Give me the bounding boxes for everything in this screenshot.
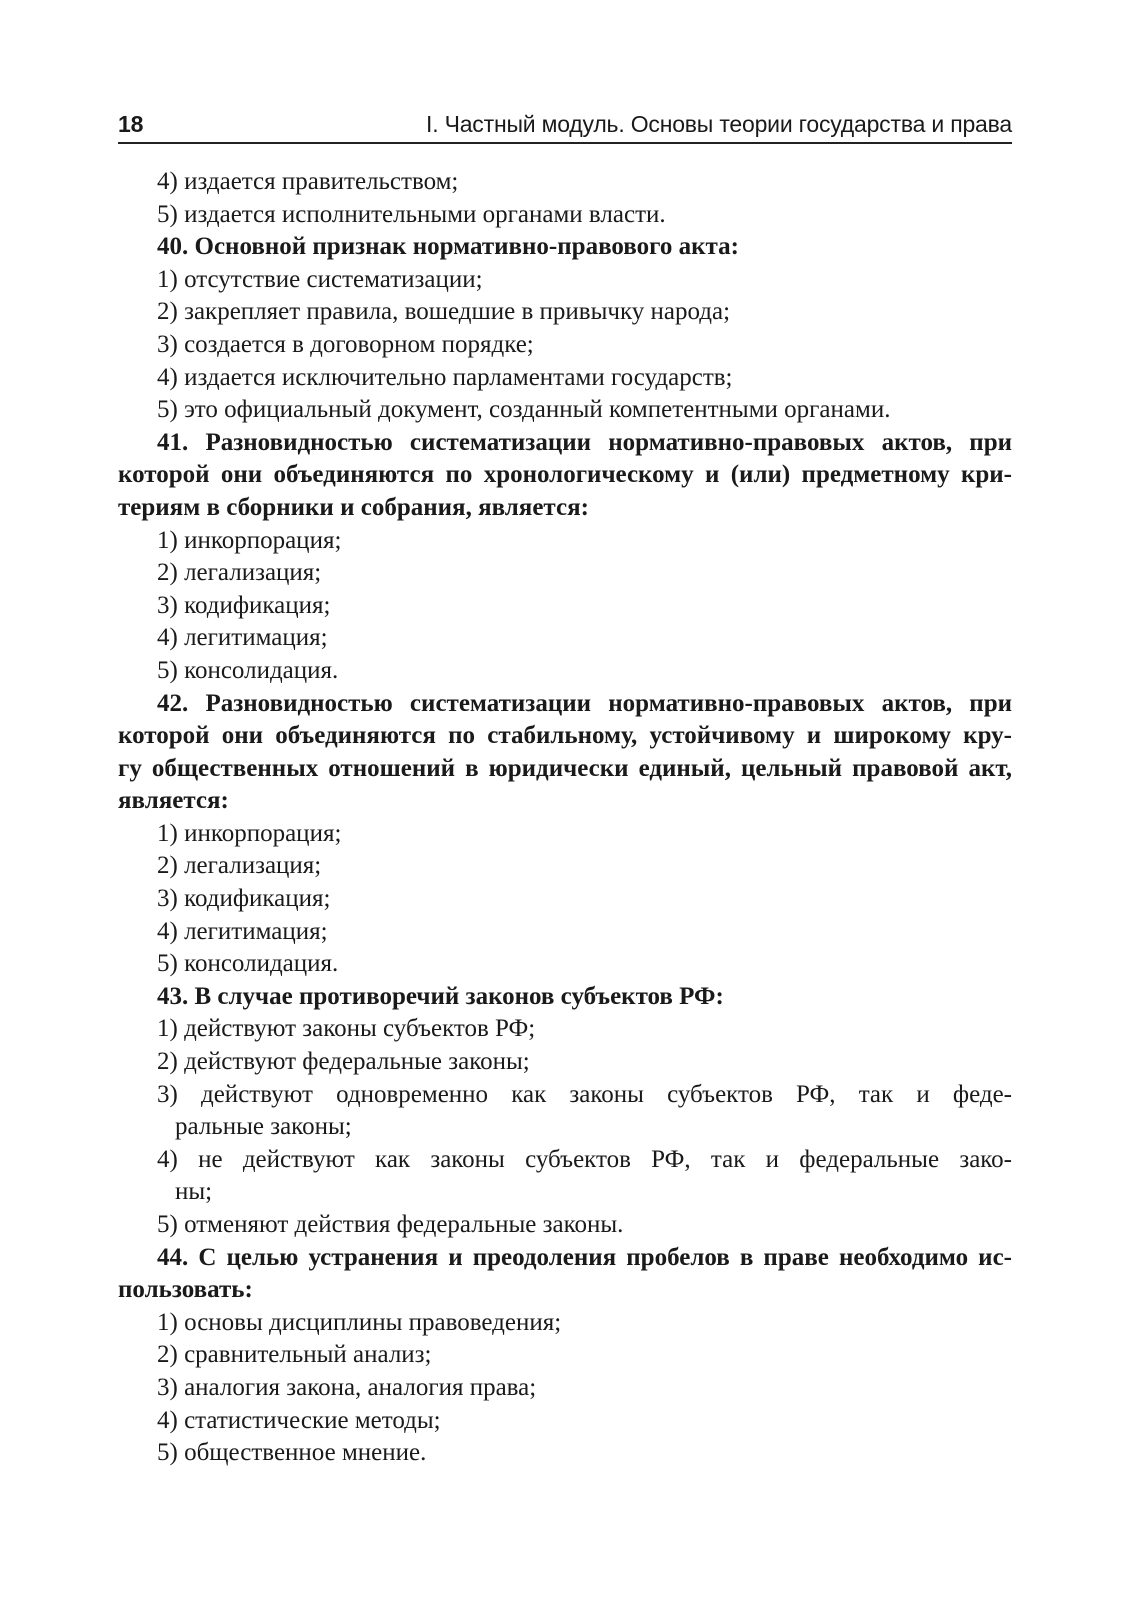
answer-option: 5) консолидация. bbox=[157, 656, 339, 684]
answer-option: 2) закрепляет правила, вошедшие в привычку народа; bbox=[157, 298, 731, 326]
answer-option: 1) действуют законы субъектов РФ; bbox=[157, 1015, 536, 1043]
answer-option: 1) отсутствие систематизации; bbox=[157, 265, 483, 293]
question-40: 40. Основной признак нормативно-правового акта: bbox=[157, 233, 739, 261]
answer-option: 2) легализация; bbox=[157, 852, 322, 880]
answer-option: 3) создается в договорном порядке; bbox=[157, 330, 534, 358]
answer-option: 4) издается правительством; bbox=[157, 168, 459, 195]
question-44-line: пользовать: bbox=[118, 1276, 253, 1304]
answer-option: 3) кодификация; bbox=[157, 885, 331, 913]
answer-option: 3) аналогия закона, аналогия права; bbox=[157, 1373, 537, 1401]
answer-option: 1) инкорпорация; bbox=[157, 819, 342, 847]
answer-option: 5) консолидация. bbox=[157, 950, 339, 978]
answer-option: 2) сравнительный анализ; bbox=[157, 1341, 432, 1369]
question-42-line: гу общественных отношений в юридически единый, цельный правовой акт, bbox=[118, 754, 1012, 782]
answer-option: 1) основы дисциплины правоведения; bbox=[157, 1308, 562, 1336]
question-41-line: териям в сборники и собрания, является: bbox=[118, 493, 589, 521]
answer-option: 3) кодификация; bbox=[157, 591, 331, 619]
page-number: 18 bbox=[118, 111, 144, 137]
answer-option: 5) издается исполнительными органами власти. bbox=[157, 200, 666, 228]
question-42-line: является: bbox=[118, 787, 229, 815]
answer-option: 1) инкорпорация; bbox=[157, 526, 342, 554]
answer-option: 2) легализация; bbox=[157, 559, 322, 587]
answer-option: 4) статистические методы; bbox=[157, 1406, 441, 1434]
question-42-line: 42. Разновидностью систематизации нормативно-правовых актов, при bbox=[157, 689, 1012, 717]
question-42-line: которой они объединяются по стабильному, устойчивому и широкому кру- bbox=[118, 722, 1012, 750]
answer-option: 5) общественное мнение. bbox=[157, 1439, 427, 1467]
answer-option: 4) легитимация; bbox=[157, 624, 328, 652]
question-41-line: 41. Разновидностью систематизации нормативно-правовых актов, при bbox=[157, 428, 1012, 456]
answer-option: 4) легитимация; bbox=[157, 917, 328, 945]
answer-option-continuation: ны; bbox=[175, 1178, 213, 1206]
answer-option: 4) не действуют как законы субъектов РФ, так и федеральные зако- bbox=[157, 1145, 1012, 1173]
answer-option: 4) издается исключительно парламентами государств; bbox=[157, 363, 733, 391]
running-header bbox=[118, 108, 1012, 144]
question-43: 43. В случае противоречий законов субъектов РФ: bbox=[157, 982, 724, 1010]
answer-option: 5) отменяют действия федеральные законы. bbox=[157, 1211, 624, 1238]
answer-option: 3) действуют одновременно как законы субъектов РФ, так и феде- bbox=[157, 1080, 1012, 1108]
answer-option: 2) действуют федеральные законы; bbox=[157, 1048, 530, 1076]
page-body bbox=[118, 166, 1012, 1470]
question-44-line: 44. С целью устранения и преодоления пробелов в праве необходимо ис- bbox=[157, 1243, 1012, 1271]
running-title: I. Частный модуль. Основы теории государства и права bbox=[426, 111, 1012, 137]
answer-option-continuation: ральные законы; bbox=[175, 1113, 352, 1141]
question-41-line: которой они объединяются по хронологическому и (или) предметному кри- bbox=[118, 461, 1012, 489]
answer-option: 5) это официальный документ, созданный компетентными органами. bbox=[157, 396, 891, 424]
